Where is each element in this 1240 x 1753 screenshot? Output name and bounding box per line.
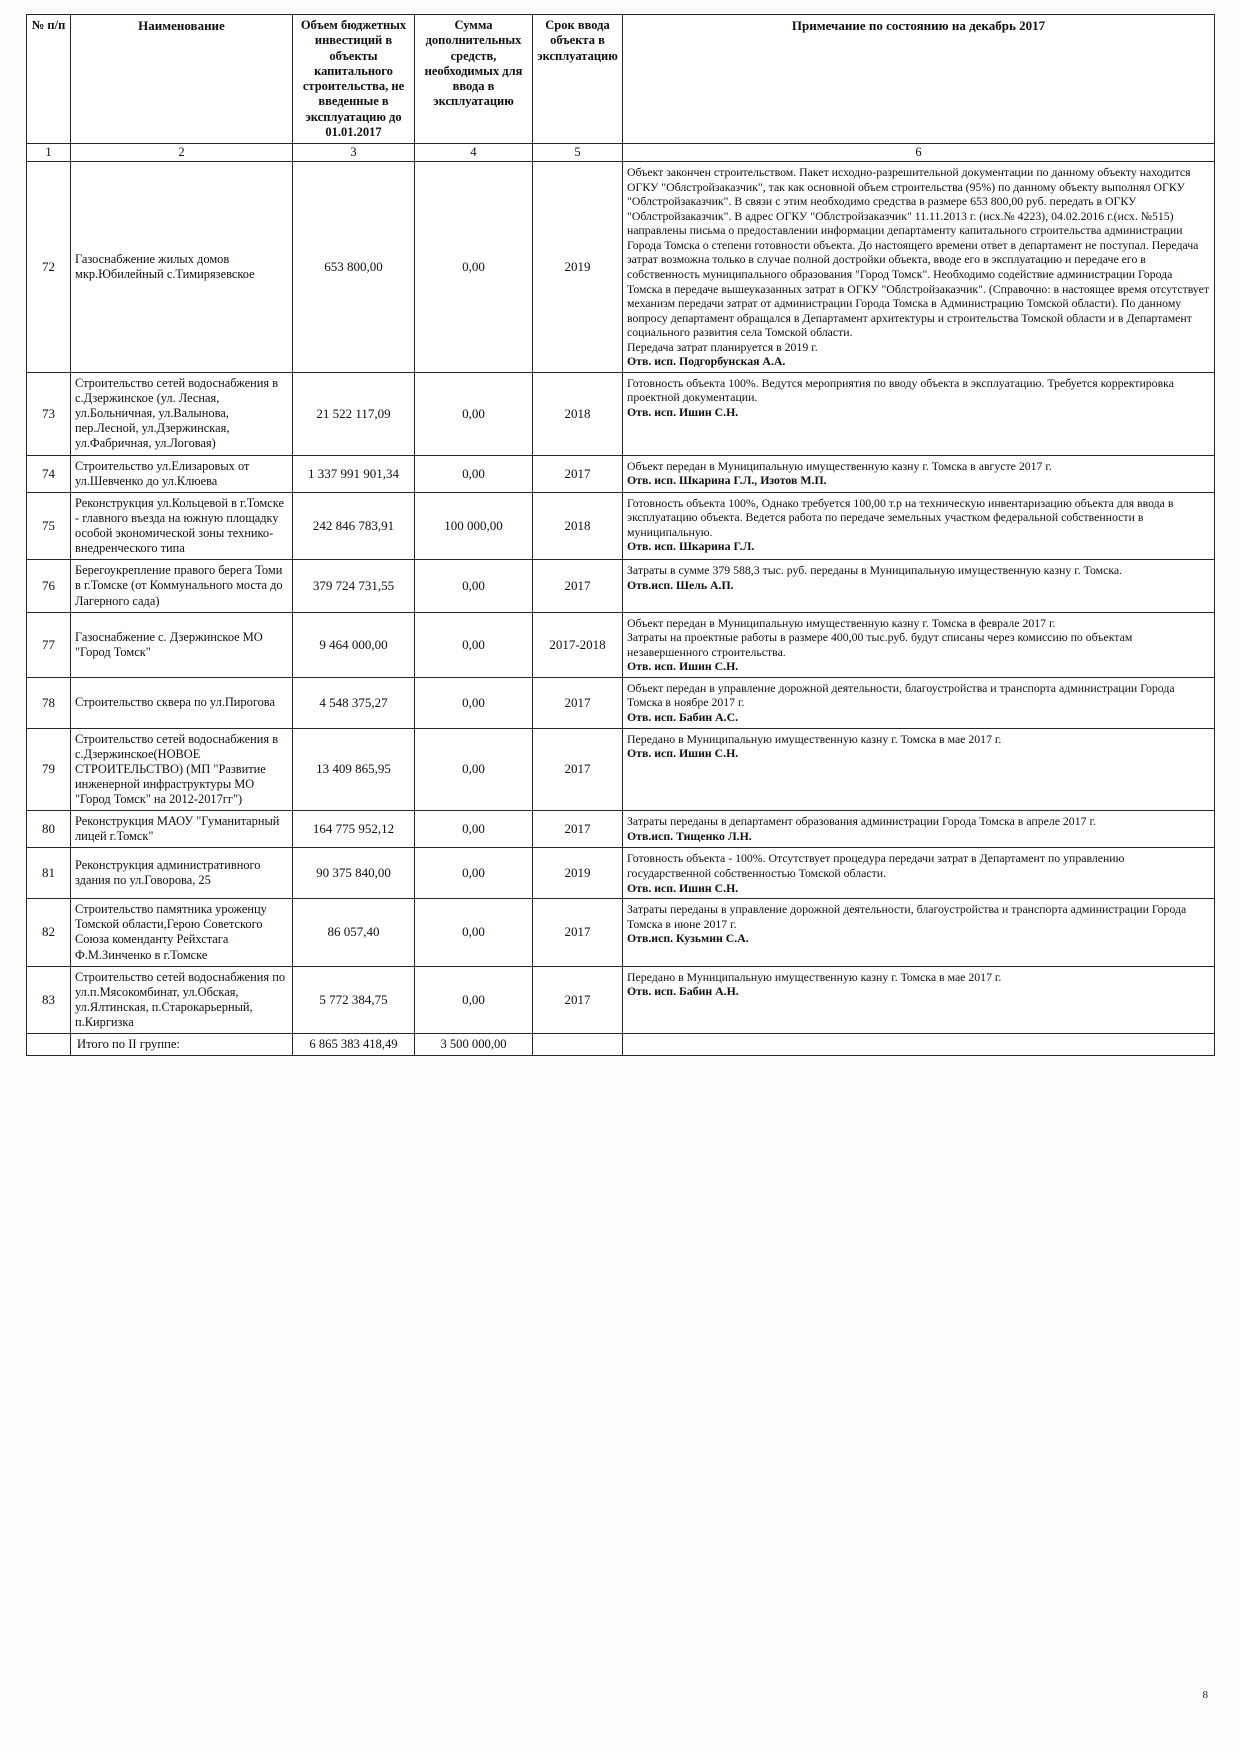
row-volume: 5 772 384,75 (293, 966, 415, 1034)
row-name: Газоснабжение жилых домов мкр.Юбилейный с.Тимирязевское (71, 162, 293, 373)
row-no: 77 (27, 612, 71, 677)
row-volume: 90 375 840,00 (293, 848, 415, 899)
table-row (27, 677, 1215, 728)
row-extra: 0,00 (415, 848, 533, 899)
note-text: Передано в Муниципальную имущественную казну г. Томска в мае 2017 г. (627, 969, 1002, 984)
row-extra: 100 000,00 (415, 492, 533, 560)
note-responsible: Отв. исп. Бабин А.Н. (627, 984, 739, 999)
row-volume: 1 337 991 901,34 (293, 455, 415, 492)
table-row (27, 372, 1215, 455)
row-extra: 0,00 (415, 560, 533, 612)
note-text: Готовность объекта 100%. Ведутся мероприятия по вводу объекта в эксплуатацию. Требуется корректировка проектной документации. (627, 375, 1174, 405)
note-responsible: Отв. исп. Ишин С.Н. (627, 746, 739, 761)
column-header-name: Наименование (71, 15, 293, 144)
row-note (623, 728, 1215, 811)
row-volume: 164 775 952,12 (293, 811, 415, 848)
note-text: Объект передан в Муниципальную имущественную казну г. Томска в феврале 2017 г. (627, 615, 1056, 630)
row-term: 2017 (533, 728, 623, 811)
row-extra: 0,00 (415, 162, 533, 373)
column-index-1: 1 (27, 144, 71, 162)
total-row (27, 1034, 1215, 1056)
table-row (27, 162, 1215, 373)
row-no: 83 (27, 966, 71, 1034)
table-row (27, 848, 1215, 899)
row-term: 2019 (533, 848, 623, 899)
table-row (27, 455, 1215, 492)
row-extra: 0,00 (415, 612, 533, 677)
row-extra: 0,00 (415, 728, 533, 811)
row-name: Реконструкция ул.Кольцевой в г.Томске - главного въезда на южную площадку особой экономической зоны технико-внедренческого типа (71, 492, 293, 560)
row-term: 2017 (533, 811, 623, 848)
note-responsible: Отв.исп. Шель А.П. (627, 577, 734, 592)
note-text: Объект закончен строительством. Пакет исходно-разрешительной документации по данному объекту находится ОГКУ "Облстройзаказчик", так как основной объем строительства (95%) по данному объекту выполнял ОГКУ "Облстройзаказчик". В связи с этим необходимо средства в размере 653 800,00 руб. передать в ОГКУ "Облстройзаказчик". В адрес ОГКУ "Облстройзаказчик" 11.11.2013 г. (исх.№ 4223), 04.02.2016 г.(исх. №515) направлены письма о предоставлении информации департаменту капитального строительства администрации Города Томска о степени готовности объекта. До настоящего времени ответ в департамент не поступал. Передача затрат возможна только в случае полной достройки объекта, вводе его в эксплуатацию и передаче его в собственность муниципального образования "Город Томск". Необходимо содействие администрации Города Томска в передаче вышеуказанных затрат в ОГКУ "Облстройзаказчик". (Справочно: в настоящее время отсутствует механизм передачи затрат от администрации Города Томска в Администрацию Томской области). По данному вопросу департамент обращался в Департамент архитектуры и строительства Томской области и в Департамент социального развития села Томской области. (627, 165, 1210, 340)
column-header-extra-funds: Сумма дополнительных средств, необходимых для ввода в эксплуатацию (415, 15, 533, 144)
row-term: 2017 (533, 455, 623, 492)
row-volume: 4 548 375,27 (293, 677, 415, 728)
table-row (27, 612, 1215, 677)
page-number: 8 (1202, 1689, 1208, 1701)
row-note (623, 966, 1215, 1034)
row-no: 75 (27, 492, 71, 560)
table-row (27, 899, 1215, 967)
note-extra-text: Затраты на проектные работы в размере 400,00 тыс.руб. будут списаны через комиссию по объектам незавершенного строительства. (627, 630, 1133, 659)
column-index-3: 3 (293, 144, 415, 162)
row-note (623, 612, 1215, 677)
note-text: Затраты переданы в управление дорожной деятельности, благоустройства и транспорта администрации Города Томска в июне 2017 г. (627, 902, 1187, 931)
row-no: 73 (27, 372, 71, 455)
table-row (27, 966, 1215, 1034)
note-text: Готовность объекта 100%, Однако требуется 100,00 т.р на техническую инвентаризацию объекта для ввода в эксплуатацию объекта. Ведется работа по передаче земельных участком федеральной собственности в муниципальную. (627, 495, 1174, 539)
row-term: 2017 (533, 899, 623, 967)
row-extra: 0,00 (415, 455, 533, 492)
note-responsible: Отв. исп. Ишин С.Н. (627, 880, 739, 895)
note-text: Готовность объекта - 100%. Отсутствует процедура передачи затрат в Департамент по управлению государственной собственностью Томской области. (627, 851, 1125, 880)
row-name: Реконструкция административного здания по ул.Говорова, 25 (71, 848, 293, 899)
note-responsible: Отв. исп. Шкарина Г.Л. (627, 539, 755, 554)
note-responsible: Отв.исп. Тищенко Л.Н. (627, 828, 752, 843)
table-row (27, 560, 1215, 612)
row-no: 74 (27, 455, 71, 492)
note-responsible: Отв. исп. Подгорбунская А.А. (627, 354, 786, 369)
row-extra: 0,00 (415, 372, 533, 455)
note-text: Объект передан в Муниципальную имущественную казну г. Томска в августе 2017 г. (627, 458, 1052, 473)
row-term: 2017 (533, 966, 623, 1034)
row-no: 81 (27, 848, 71, 899)
row-volume: 9 464 000,00 (293, 612, 415, 677)
row-term: 2017-2018 (533, 612, 623, 677)
table-row (27, 728, 1215, 811)
note-responsible: Отв.исп. Кузьмин С.А. (627, 931, 749, 946)
note-responsible: Отв. исп. Бабин А.С. (627, 710, 739, 724)
table-row (27, 811, 1215, 848)
table-body (27, 162, 1215, 1056)
row-volume: 86 057,40 (293, 899, 415, 967)
note-text: Объект передан в управление дорожной деятельности, благоустройства и транспорта администрации Города Томска в ноябре 2017 г. (627, 680, 1175, 710)
note-text: Затраты в сумме 379 588,3 тыс. руб. переданы в Муниципальную имущественную казну г. Томска. (627, 563, 1123, 578)
note-text: Передано в Муниципальную имущественную казну г. Томска в мае 2017 г. (627, 731, 1002, 746)
row-extra: 0,00 (415, 811, 533, 848)
note-responsible: Отв. исп. Ишин С.Н. (627, 659, 739, 674)
total-row-volume: 6 865 383 418,49 (293, 1034, 415, 1056)
column-index-4: 4 (415, 144, 533, 162)
row-volume: 13 409 865,95 (293, 728, 415, 811)
row-name: Реконструкция МАОУ "Гуманитарный лицей г.Томск" (71, 811, 293, 848)
note-extra-text: Передача затрат планируется в 2019 г. (627, 339, 818, 354)
row-name: Строительство памятника уроженцу Томской области,Герою Советского Союза коменданту Рейхстага Ф.М.Зинченко в г.Томске (71, 899, 293, 967)
column-index-row (27, 144, 1215, 162)
row-term: 2018 (533, 372, 623, 455)
row-no: 79 (27, 728, 71, 811)
note-responsible: Отв. исп. Ишин С.Н. (627, 405, 739, 419)
row-note (623, 372, 1215, 455)
table-header (27, 15, 1215, 162)
row-term: 2019 (533, 162, 623, 373)
column-header-note: Примечание по состоянию на декабрь 2017 (623, 15, 1215, 144)
total-row-no (27, 1034, 71, 1056)
investment-objects-table (26, 14, 1215, 1056)
total-row-label: Итого по II группе: (71, 1034, 293, 1056)
row-volume: 379 724 731,55 (293, 560, 415, 612)
total-row-extra: 3 500 000,00 (415, 1034, 533, 1056)
column-header-term: Срок ввода объекта в эксплуатацию (533, 15, 623, 144)
column-index-2: 2 (71, 144, 293, 162)
row-name: Газоснабжение с. Дзержинское МО "Город Томск" (71, 612, 293, 677)
row-no: 76 (27, 560, 71, 612)
row-no: 72 (27, 162, 71, 373)
row-extra: 0,00 (415, 966, 533, 1034)
row-volume: 653 800,00 (293, 162, 415, 373)
column-header-volume: Объем бюджетных инвестиций в объекты капитального строительства, не введенные в эксплуатацию до 01.01.2017 (293, 15, 415, 144)
row-name: Строительство ул.Елизаровых от ул.Шевченко до ул.Клюева (71, 455, 293, 492)
note-responsible: Отв. исп. Шкарина Г.Л., Изотов М.П. (627, 473, 827, 488)
total-row-term (533, 1034, 623, 1056)
row-no: 80 (27, 811, 71, 848)
row-note (623, 455, 1215, 492)
row-extra: 0,00 (415, 677, 533, 728)
row-term: 2017 (533, 677, 623, 728)
column-index-5: 5 (533, 144, 623, 162)
column-header-no: № п/п (27, 15, 71, 144)
row-volume: 21 522 117,09 (293, 372, 415, 455)
note-text: Затраты переданы в департамент образования администрации Города Томска в апреле 2017 г. (627, 814, 1096, 829)
row-extra: 0,00 (415, 899, 533, 967)
row-note (623, 677, 1215, 728)
row-name: Строительство сквера по ул.Пирогова (71, 677, 293, 728)
row-name: Берегоукрепление правого берега Томи в г.Томске (от Коммунального моста до Лагерного сада) (71, 560, 293, 612)
row-term: 2017 (533, 560, 623, 612)
row-note (623, 899, 1215, 967)
row-note (623, 811, 1215, 848)
row-note (623, 560, 1215, 612)
row-volume: 242 846 783,91 (293, 492, 415, 560)
row-no: 78 (27, 677, 71, 728)
column-index-6: 6 (623, 144, 1215, 162)
table-row (27, 492, 1215, 560)
total-row-note (623, 1034, 1215, 1056)
row-no: 82 (27, 899, 71, 967)
row-note (623, 492, 1215, 560)
row-term: 2018 (533, 492, 623, 560)
row-name: Строительство сетей водоснабжения в с.Дзержинское (ул. Лесная, ул.Больничная, ул.Валынова, пер.Лесной, ул.Дзержинская, ул.Фабричная, ул.Логовая) (71, 372, 293, 455)
row-note (623, 848, 1215, 899)
row-name: Строительство сетей водоснабжения в с.Дзержинское(НОВОЕ СТРОИТЕЛЬСТВО) (МП "Развитие инженерной инфраструктуры МО "Город Томск" на 2012-2017гг") (71, 728, 293, 811)
row-name: Строительство сетей водоснабжения по ул.п.Мясокомбинат, ул.Обская, ул.Ялтинская, п.Старокарьерный, п.Киргизка (71, 966, 293, 1034)
row-note (623, 162, 1215, 373)
